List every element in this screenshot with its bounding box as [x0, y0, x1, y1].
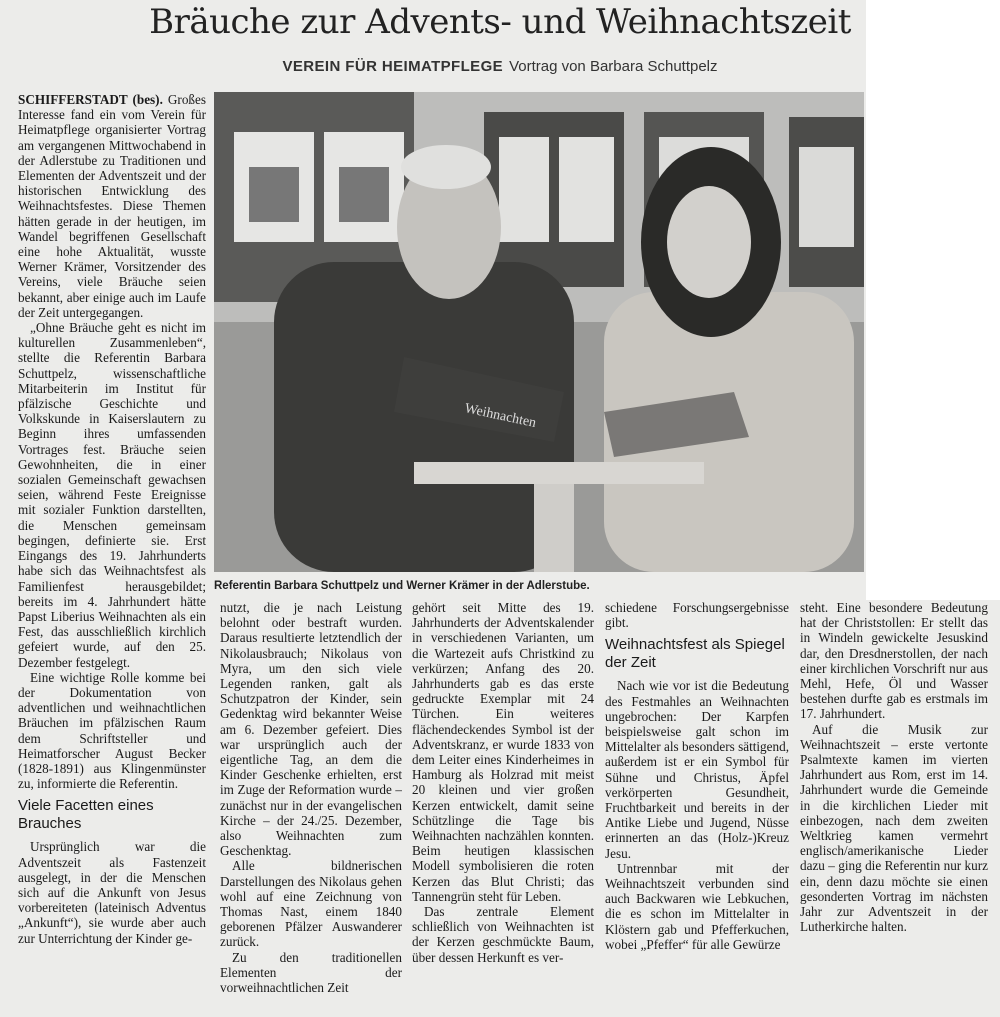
column-5: [800, 600, 988, 1012]
paragraph: „Ohne Bräuche geht es nicht im kulturellen Zusammenleben“, stellte die Referentin Barbara Schuttpelz, wissenschaftliche Mitarbeiterin im Institut für pfälzische Geschichte und Volkskunde in Kaiserslautern zu Beginn ihres umfassenden Vortrages fest. Bräuche seien Gewohnheiten, die in einer sozialen Gemeinschaft gewachsen seien, während Feste Ereignisse mit sozialer Funktion darstellten, die Menschen gemeinsam begingen, definierte sie. Erst Eingangs des 19. Jahrhunderts habe sich das Weihnachtsfest als Familienfest herausgebildet; bereits im 4. Jahrhundert hätte Papst Liberius Weihnachten als ein Fest, das ausschließlich kirchlich gefeiert wurde, auf den 25. Dezember festgelegt.: [18, 320, 206, 670]
subheading: Weihnachtsfest als Spiegel der Zeit: [605, 636, 785, 672]
paragraph: Zu den traditionellen Elementen der vorweihnachtlichen Zeit: [220, 949, 402, 996]
paragraph: Ursprünglich war die Adventszeit als Fastenzeit ausgelegt, in der die Menschen sich auf die Ankunft von Jesus vorbereiteten (lateinisch Adventus „Ankunft“), sie wurde aber auch zur Unterrichtung der Kinder ge-: [18, 839, 206, 946]
paragraph: Das zentrale Element schließlich von Weihnachten ist der Kerzen geschmückte Baum, über dessen Herkunft es ver-: [412, 904, 594, 965]
paragraph: schiedene Forschungsergebnisse gibt.: [605, 600, 789, 631]
dateline: SCHIFFERSTADT (bes).: [18, 92, 163, 107]
column-4: [605, 600, 789, 1012]
paragraph: steht. Eine besondere Bedeutung hat der Christstollen: Er stellt das in Windeln gewickelte Jesuskind dar, den Dresdnerstollen, der nach einer kirchlichen Vorschrift nur aus Mehl, Hefe, Öl und Wasser bestehen durfte gab es erstmals im 17. Jahrhundert.: [800, 600, 988, 722]
column-3: [412, 600, 594, 1012]
column-1: [18, 92, 206, 1012]
article-photo: [214, 92, 864, 572]
column-2: [220, 600, 402, 1012]
paragraph: Untrennbar mit der Weihnachtszeit verbunden sind auch Backwaren wie Lebkuchen, die es schon im Mittelalter in Klöstern gab und Pfefferkuchen, wobei „Pfeffer“ für alle Gewürze: [605, 860, 789, 952]
paragraph: Eine wichtige Rolle komme bei der Dokumentation von adventlichen und weihnachtlichen Bräuchen im pfälzischen Raum dem Schriftsteller und Heimatforscher August Becker (1828-1891) aus Klingenmünster zu, informierte die Referentin.: [18, 669, 206, 792]
photo-illustration: [214, 92, 864, 572]
paragraph: nutzt, die je nach Leistung belohnt oder bestraft wurden. Daraus resultierte letztendlich der Nikolausbrauch; Nikolaus von Myra, um den sich viele Legenden ranken, galt als Schutzpatron der Kinder, sein Gedenktag wird bekannter Weise am 6. Dezember gefeiert. Dies war ursprünglich auch der eigentliche Tag, an dem die Kinder Geschenke erhielten, erst im Zuge der Reformation wurde – zunächst nur in der evangelischen Kirche – der 24./25. Dezember, also Weihnachten zum Geschenktag.: [220, 600, 402, 859]
kicker-subtitle: Vortrag von Barbara Schuttpelz: [509, 58, 718, 75]
subheading: Viele Facetten eines Brauches: [18, 797, 154, 833]
section-label: VEREIN FÜR HEIMATPFLEGE: [282, 58, 504, 75]
book-title: Weihnachten: [463, 401, 538, 432]
headline: Bräuche zur Advents- und Weihnachtszeit: [149, 2, 851, 42]
paragraph: gehört seit Mitte des 19. Jahrhunderts der Adventskalender in verschiedenen Varianten, um die Wartezeit aufs Christkind zu verkürzen; Anfang des 20. Jahrhunderts gab es das erste gedruckte Exemplar mit 24 Türchen. Ein weiteres flächendeckendes Symbol ist der Adventskranz, er wurde 1833 von dem Leiter eines Kinderheimes in Hamburg als Holzrad mit meist 20 kleinen und vier großen Kerzen entwickelt, damit seine Schützlinge die Tage bis Weihnachten nachzählen konnten. Beim heutigen klassischen Modell symbolisieren die roten Kerzen das Blut Christi; das Tannengrün steht für Leben.: [412, 600, 594, 904]
paragraph: Großes Interesse fand ein vom Verein für Heimatpflege organisierter Vortrag am vergangenen Mittwochabend in der Adlerstube zu Traditionen und Elementen der Adventszeit und der historischen Entwicklung des Weihnachtsfestes. Diese Themen hätten gerade in der heutigen, im Wandel begriffenen Gesellschaft eine hohe Aktualität, wusste Werner Krämer, Vorsitzender des Vereins, viele Bräuche seien bekannt, aber einige auch im Laufe der Zeit untergegangen.: [18, 92, 206, 320]
kicker: [0, 58, 1000, 75]
paragraph: Nach wie vor ist die Bedeutung des Festmahles an Weihnachten ungebrochen: Der Karpfen beispielsweise galt schon im Mittelalter als besonders sättigend, außerdem ist er ein Symbol für Sühne und Christus, Äpfel verkörperten Gesundheit, Fruchtbarkeit und bereits in der Antike Liebe und Jugend, Nüsse erinnerten an das (Holz-)Kreuz Jesu.: [605, 678, 789, 861]
paragraph: Alle bildnerischen Darstellungen des Nikolaus gehen wohl auf eine Zeichnung von Thomas Nast, einem 1840 geborenen Pfälzer Auswanderer zurück.: [220, 858, 402, 950]
paragraph: Auf die Musik zur Weihnachtszeit – erste vertonte Psalmtexte kamen im vierten Jahrhundert aus Rom, erst im 14. Jahrhundert wurde die Gemeinde in die kirchlichen Lieder mit einbezogen, nach dem zweiten Weltkrieg kamen vermehrt englisch/amerikanische Lieder dazu – ging die Referentin nur kurz ein, denn dazu möchte sie einen gesonderten Vortrag im nächsten Jahr zur Adventszeit in der Lutherkirche halten.: [800, 721, 988, 935]
photo-caption: Referentin Barbara Schuttpelz und Werner Krämer in der Adlerstube.: [214, 580, 590, 592]
